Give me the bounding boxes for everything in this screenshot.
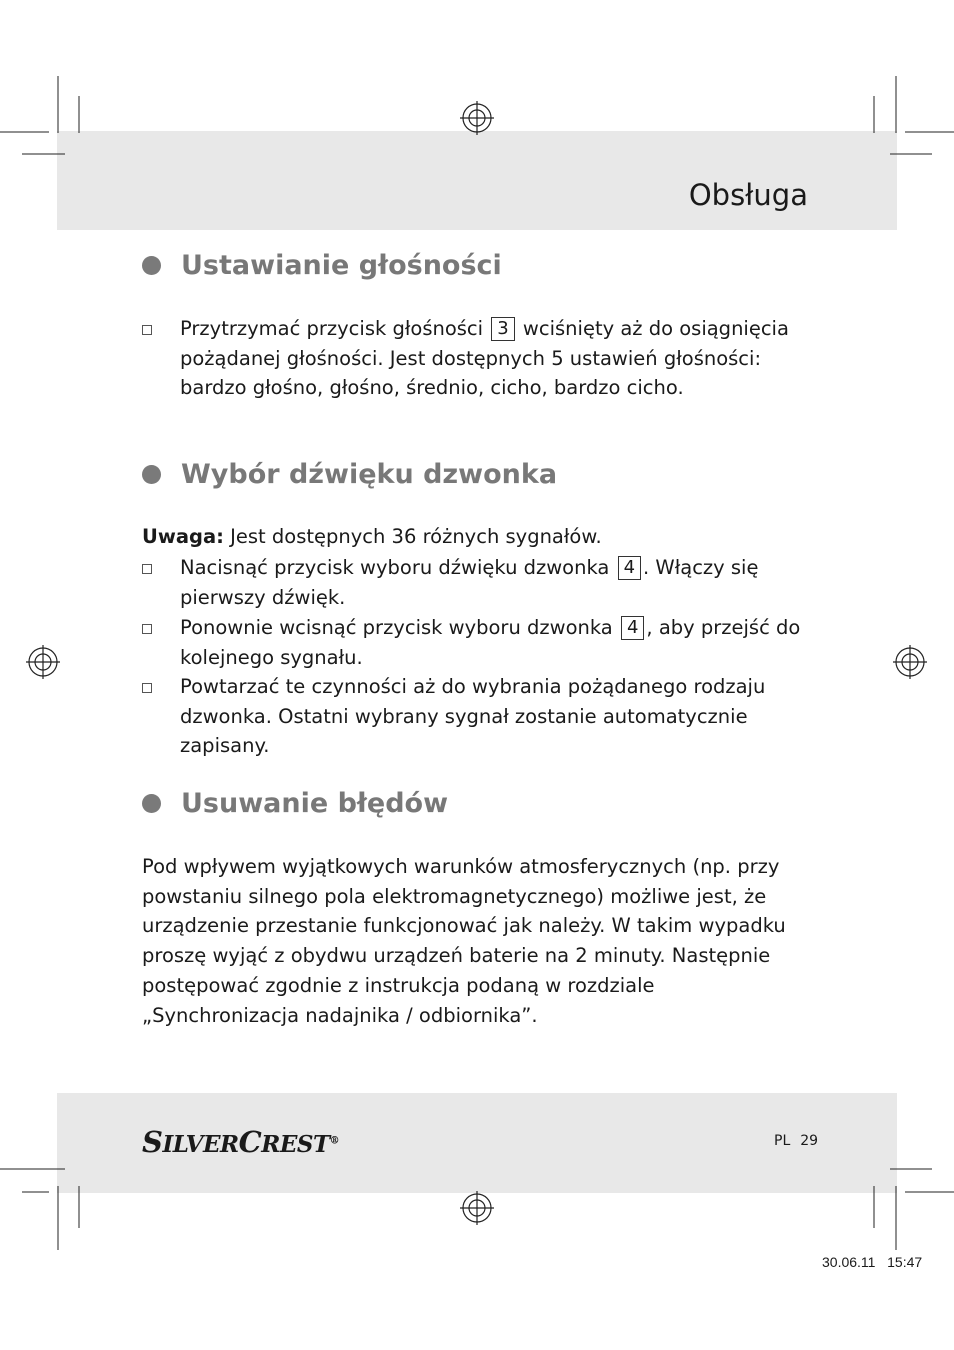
note-label: Uwaga:	[142, 525, 224, 548]
section-heading-text: Wybór dźwięku dzwonka	[181, 459, 558, 490]
checkbox-square-icon	[142, 564, 152, 574]
bullet-dot-icon	[142, 794, 161, 813]
checkbox-square-icon	[142, 624, 152, 634]
registration-mark-top	[460, 101, 494, 135]
list-item: Przytrzymać przycisk głośności 3 wciśnięty aż do osiągnięcia pożądanej głośności. Jest dostępnych 5 ustawień głośności: bardzo głośno, głośno, średnio, cicho, bardzo cicho.	[142, 314, 822, 403]
registration-mark-bottom	[460, 1191, 494, 1225]
list-item: Powtarzać te czynności aż do wybrania pożądanego rodzaju dzwonka. Ostatni wybrany sygnał zostanie automatycznie zapisany.	[142, 672, 822, 761]
print-timestamp: 30.06.11 15:47	[822, 1254, 923, 1270]
button-number-badge: 4	[618, 556, 641, 580]
section-heading-text: Ustawianie głośności	[181, 250, 502, 281]
section-heading-ringtone	[142, 459, 557, 490]
list-item: Nacisnąć przycisk wyboru dźwięku dzwonka 4 . Włączy się pierwszy dźwięk.	[142, 553, 822, 612]
list-item: Ponownie wcisnąć przycisk wyboru dzwonka 4 , aby przejść do kolejnego sygnału.	[142, 613, 822, 672]
checkbox-square-icon	[142, 683, 152, 693]
troubleshooting-paragraph: Pod wpływem wyjątkowych warunków atmosferycznych (np. przy powstaniu silnego pola elektromagnetycznego) możliwe jest, że urządzenie przestanie funkcjonować jak należy. W takim wypadku proszę wyjąć z obydwu urządzeń baterie na 2 minuty. Następnie postępować zgodnie z instrukcja podaną w rozdziale „Synchronizacja nadajnika / odbiornika”.	[142, 855, 786, 1027]
page-number-value: 29	[800, 1133, 819, 1149]
note-text: Jest dostępnych 36 różnych sygnałów.	[223, 525, 602, 548]
bullet-dot-icon	[142, 465, 161, 484]
registration-mark-right	[893, 645, 927, 679]
page-title: Obsługa	[688, 178, 808, 212]
page-number	[774, 1133, 818, 1149]
registration-mark-left	[26, 645, 60, 679]
note	[142, 522, 822, 552]
language-code: PL	[774, 1133, 791, 1149]
section-heading-volume	[142, 250, 502, 281]
section-heading-text: Usuwanie błędów	[181, 788, 449, 819]
silvercrest-logo: SILVERCREST®	[142, 1125, 340, 1159]
button-number-badge: 3	[491, 317, 514, 341]
checkbox-square-icon	[142, 325, 152, 335]
button-number-badge: 4	[621, 616, 644, 640]
bullet-dot-icon	[142, 256, 161, 275]
section-heading-troubleshooting	[142, 788, 448, 819]
